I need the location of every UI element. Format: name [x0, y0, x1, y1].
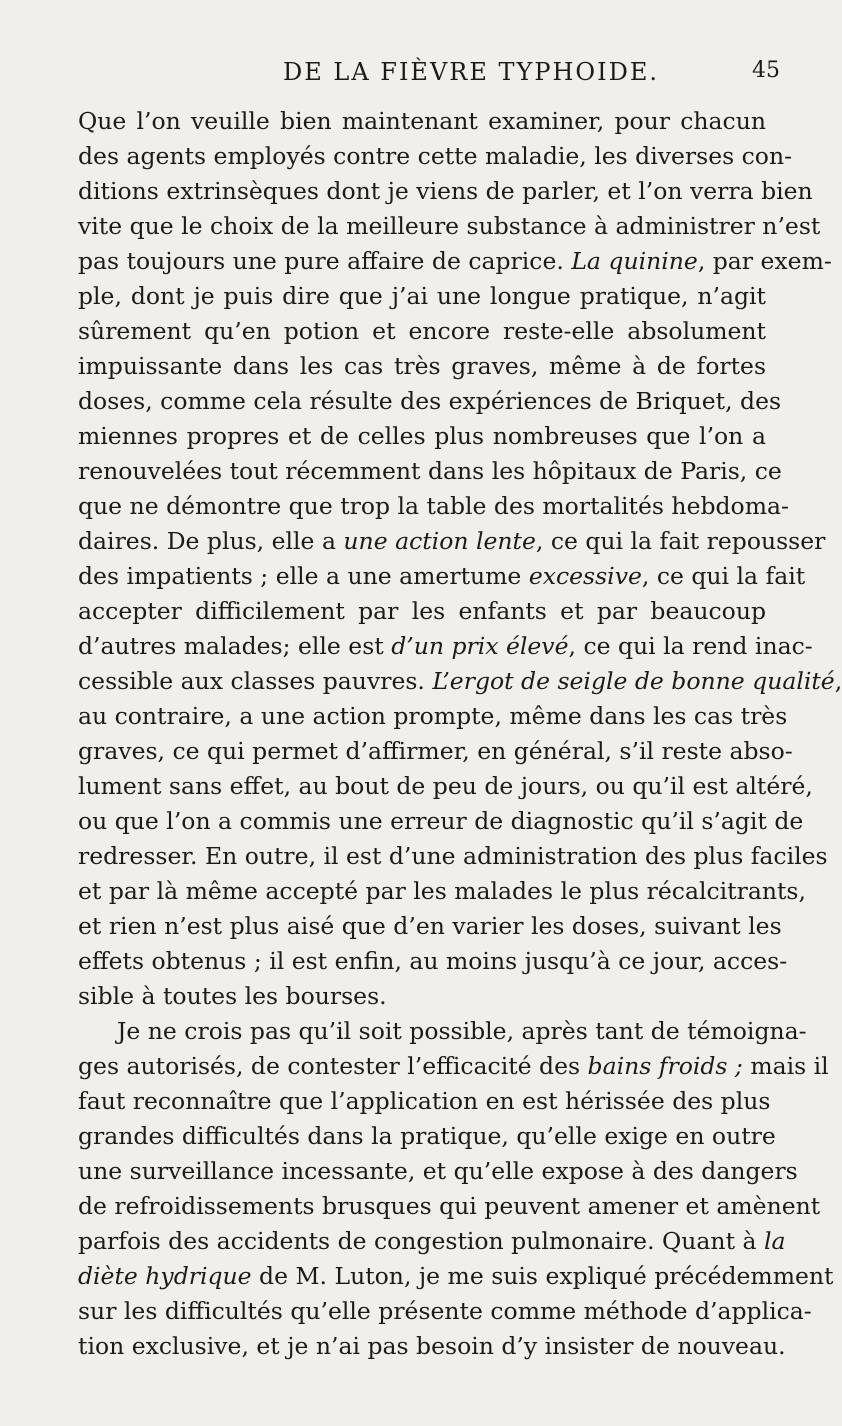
- text-line: [78, 174, 813, 209]
- text-line: [78, 1329, 786, 1364]
- text-line: [78, 1154, 798, 1189]
- body-text: [78, 104, 842, 1364]
- text-span: au contraire, a une action prompte, même dans les cas très: [78, 702, 788, 730]
- running-title: DE LA FIÈVRE TYPHOIDE.: [283, 58, 659, 86]
- text-line: [78, 349, 766, 384]
- text-span: ,: [834, 667, 842, 695]
- text-span: ple, dont je puis dire que j’ai une longue pratique, n’agit: [78, 282, 766, 310]
- italic-text: bains froids ;: [587, 1052, 743, 1080]
- text-line: [78, 629, 813, 664]
- text-span: renouvelées tout récemment dans les hôpitaux de Paris, ce: [78, 457, 782, 485]
- text-span: accepter difficilement par les enfants et par beaucoup: [78, 597, 766, 625]
- italic-text: L’ergot de seigle de bonne qualité: [432, 667, 835, 695]
- text-span: effets obtenus ; il est enfin, au moins jusqu’à ce jour, acces-: [78, 947, 788, 975]
- text-span: des impatients ; elle a une amertume: [78, 562, 529, 590]
- text-span: impuissante dans les cas très graves, même à de fortes: [78, 352, 766, 380]
- text-line: [78, 1189, 821, 1224]
- text-line: [78, 699, 788, 734]
- text-span: graves, ce qui permet d’affirmer, en général, s’il reste abso-: [78, 737, 793, 765]
- italic-text: diète hydrique: [78, 1262, 252, 1290]
- text-line: [78, 944, 788, 979]
- text-line: [78, 979, 766, 1014]
- text-span: de refroidissements brusques qui peuvent amener et amènent: [78, 1192, 821, 1220]
- text-span: Que l’on veuille bien maintenant examiner, pour chacun: [78, 107, 766, 135]
- text-span: ou que l’on a commis une erreur de diagnostic qu’il s’agit de: [78, 807, 804, 835]
- text-line: [78, 1259, 834, 1294]
- text-span: ges autorisés, de contester l’efficacité des: [78, 1052, 588, 1080]
- italic-text: La quinine: [571, 247, 698, 275]
- text-line: [78, 1049, 829, 1084]
- text-line: [78, 909, 782, 944]
- text-span: , ce qui la rend inac-: [568, 632, 813, 660]
- text-line: [78, 209, 821, 244]
- text-span: Je ne crois pas qu’il soit possible, après tant de témoigna-: [117, 1017, 807, 1045]
- text-line: [78, 244, 832, 279]
- text-line: [78, 454, 782, 489]
- text-line: [78, 804, 804, 839]
- text-span: pas toujours une pure affaire de caprice.: [78, 247, 572, 275]
- text-line: [78, 1224, 786, 1259]
- text-span: que ne démontre que trop la table des mortalités hebdoma-: [78, 492, 789, 520]
- text-line: [78, 524, 826, 559]
- italic-text: excessive: [528, 562, 642, 590]
- text-span: des agents employés contre cette maladie, les diverses con-: [78, 142, 793, 170]
- text-line: [78, 559, 806, 594]
- text-span: , ce qui la fait repousser: [535, 527, 826, 555]
- text-line: [78, 594, 766, 629]
- text-line: [78, 279, 766, 314]
- text-line: [78, 874, 806, 909]
- text-span: sible à toutes les bourses.: [78, 982, 387, 1010]
- text-span: redresser. En outre, il est d’une administration des plus faciles: [78, 842, 828, 870]
- text-line: [78, 664, 842, 699]
- text-span: lument sans effet, au bout de peu de jours, ou qu’il est altéré,: [78, 772, 813, 800]
- text-span: doses, comme cela résulte des expériences de Briquet, des: [78, 387, 782, 415]
- text-span: d’autres malades; elle est: [78, 632, 392, 660]
- text-span: de M. Luton, je me suis expliqué précédemment: [251, 1262, 834, 1290]
- text-span: daires. De plus, elle a: [78, 527, 344, 555]
- text-span: parfois des accidents de congestion pulmonaire. Quant à: [78, 1227, 764, 1255]
- text-line: [78, 384, 782, 419]
- text-span: ditions extrinsèques dont je viens de parler, et l’on verra bien: [78, 177, 813, 205]
- text-line: [78, 769, 813, 804]
- text-line: [78, 1119, 776, 1154]
- italic-text: une action lente: [343, 527, 536, 555]
- text-span: mais il: [742, 1052, 829, 1080]
- text-line: [78, 139, 793, 174]
- text-span: , ce qui la fait: [641, 562, 806, 590]
- text-span: tion exclusive, et je n’ai pas besoin d’y insister de nouveau.: [78, 1332, 786, 1360]
- text-span: et par là même accepté par les malades le plus récalcitrants,: [78, 877, 806, 905]
- text-line: [78, 1014, 807, 1049]
- text-span: sûrement qu’en potion et encore reste-elle absolument: [78, 317, 766, 345]
- text-span: faut reconnaître que l’application en est hérissée des plus: [78, 1087, 771, 1115]
- text-line: [78, 734, 793, 769]
- text-span: une surveillance incessante, et qu’elle expose à des dangers: [78, 1157, 798, 1185]
- text-span: cessible aux classes pauvres.: [78, 667, 433, 695]
- text-line: [78, 314, 766, 349]
- text-span: grandes difficultés dans la pratique, qu’elle exige en outre: [78, 1122, 776, 1150]
- text-line: [78, 104, 766, 139]
- page-number: 45: [752, 58, 780, 83]
- text-span: vite que le choix de la meilleure substance à administrer n’est: [78, 212, 821, 240]
- text-span: sur les difficultés qu’elle présente comme méthode d’applica-: [78, 1297, 812, 1325]
- text-line: [78, 489, 789, 524]
- text-span: miennes propres et de celles plus nombreuses que l’on a: [78, 422, 766, 450]
- text-line: [78, 1084, 771, 1119]
- text-line: [78, 1294, 812, 1329]
- italic-text: la: [763, 1227, 786, 1255]
- text-span: et rien n’est plus aisé que d’en varier les doses, suivant les: [78, 912, 782, 940]
- italic-text: d’un prix élevé: [391, 632, 569, 660]
- text-line: [78, 839, 828, 874]
- text-span: , par exem-: [697, 247, 832, 275]
- text-line: [78, 419, 766, 454]
